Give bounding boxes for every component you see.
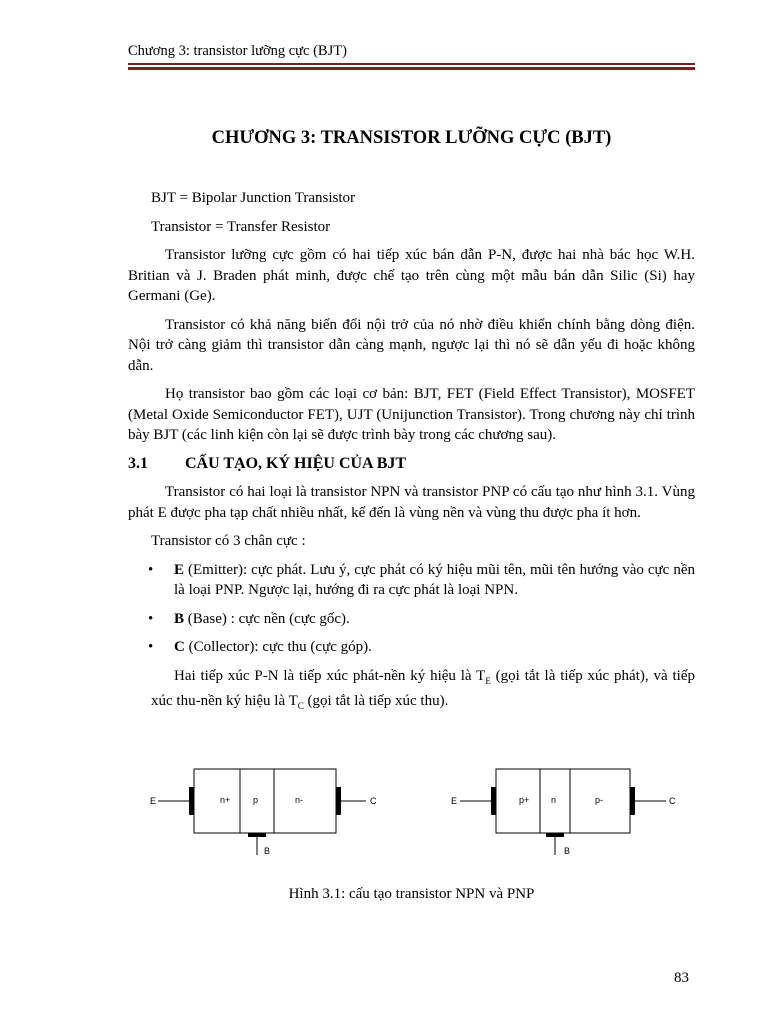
junction-text-2: (gọi tắt là tiếp xúc phát), và tiếp xúc thu-nền ký hiệu là T: [151, 667, 695, 709]
npn-emitter-label: E: [150, 796, 157, 806]
figure-caption: Hình 3.1: cấu tạo transistor NPN và PNP: [288, 886, 535, 902]
term-emitter: E: [174, 561, 185, 578]
terminal-list: [128, 560, 695, 658]
npn-base-label: B: [264, 846, 271, 856]
paragraph-intro: Transistor lưỡng cực gồm có hai tiếp xúc bán dẫn P-N, được hai nhà bác học W.H. Britian và J. Braden phát minh, được chế tạo trên cùng một mẫu bán dẫn Silic (Si) hay Germani (Ge).: [128, 247, 695, 304]
term-desc: (Emitter): cực phát. Lưu ý, cực phát có ký hiệu mũi tên, mũi tên hướng vào cực nền là loại PNP. Ngược lại, hướng đi ra cực phát là loại NPN.: [174, 561, 695, 598]
bullet-icon: •: [148, 610, 154, 627]
section-title: CẤU TẠO, KÝ HIỆU CỦA BJT: [185, 454, 407, 472]
section-heading: [128, 454, 695, 475]
header-rule-thick: [128, 67, 695, 70]
paragraph-terminals: Transistor có 3 chân cực :: [151, 533, 306, 549]
junction-text-3: (gọi tắt là tiếp xúc thu).: [303, 693, 449, 709]
term-base: B: [174, 610, 185, 627]
paragraph-family: Họ transistor bao gồm các loại cơ bản: BJT, FET (Field Effect Transistor), MOSFET (Metal Oxide Semiconductor FET), UJT (Unijunction Transistor). Trong chương này chỉ trình bày BJT (các linh kiện còn lại sẽ được trình bày trong các chương sau).: [128, 386, 695, 443]
list-item: [128, 560, 695, 601]
list-item: [128, 609, 695, 630]
pnp-base-label: B: [564, 846, 571, 856]
pnp-region-3: p-: [595, 795, 604, 805]
running-header: Chương 3: transistor lưỡng cực (BJT): [128, 43, 347, 59]
npn-diagram: [150, 769, 377, 856]
npn-collector-label: C: [370, 796, 377, 806]
transistor-definition: Transistor = Transfer Resistor: [151, 218, 331, 235]
npn-region-3: n-: [295, 795, 304, 805]
term-desc: (Collector): cực thu (cực góp).: [184, 639, 372, 655]
section-number: 3.1: [128, 454, 148, 472]
npn-region-1: n+: [220, 795, 231, 805]
pnp-collector-label: C: [669, 796, 676, 806]
page-number: 83: [674, 970, 689, 986]
bjt-definition: BJT = Bipolar Junction Transistor: [151, 190, 356, 206]
pnp-emitter-label: E: [451, 796, 458, 806]
bullet-icon: •: [148, 639, 154, 655]
bullet-icon: •: [148, 561, 154, 578]
list-item: [128, 637, 695, 658]
term-collector: C: [174, 639, 185, 655]
term-desc: (Base) : cực nền (cực gốc).: [184, 610, 350, 627]
paragraph-junctions: [128, 666, 695, 717]
bjt-structure-figure: [140, 763, 700, 868]
header-rule-thin: [128, 63, 695, 65]
pnp-region-1: p+: [519, 795, 530, 805]
junction-text-1: Hai tiếp xúc P-N là tiếp xúc phát-nền ký hiệu là T: [174, 667, 486, 684]
junction-sub-e: E: [485, 675, 491, 686]
pnp-diagram: [451, 769, 676, 856]
npn-region-2: p: [253, 795, 259, 805]
chapter-title: CHƯƠNG 3: TRANSISTOR LƯỠNG CỰC (BJT): [211, 128, 612, 148]
body-content: [128, 188, 695, 725]
paragraph-structure: Transistor có hai loại là transistor NPN và transistor PNP có cấu tạo như hình 3.1. Vùng phát E được pha tạp chất nhiều nhất, kế đến là vùng nền và vùng thu được pha ít hơn.: [128, 484, 695, 521]
junction-sub-c: C: [297, 701, 304, 711]
pnp-region-2: n: [551, 795, 557, 805]
paragraph-resistance: Transistor có khả năng biến đổi nội trở của nó nhờ điều khiển chính bằng dòng điện. Nội trở càng giảm thì transistor dẫn càng mạnh, ngược lại thì nó sẽ dẫn yếu đi hoặc không dẫn.: [128, 316, 695, 374]
